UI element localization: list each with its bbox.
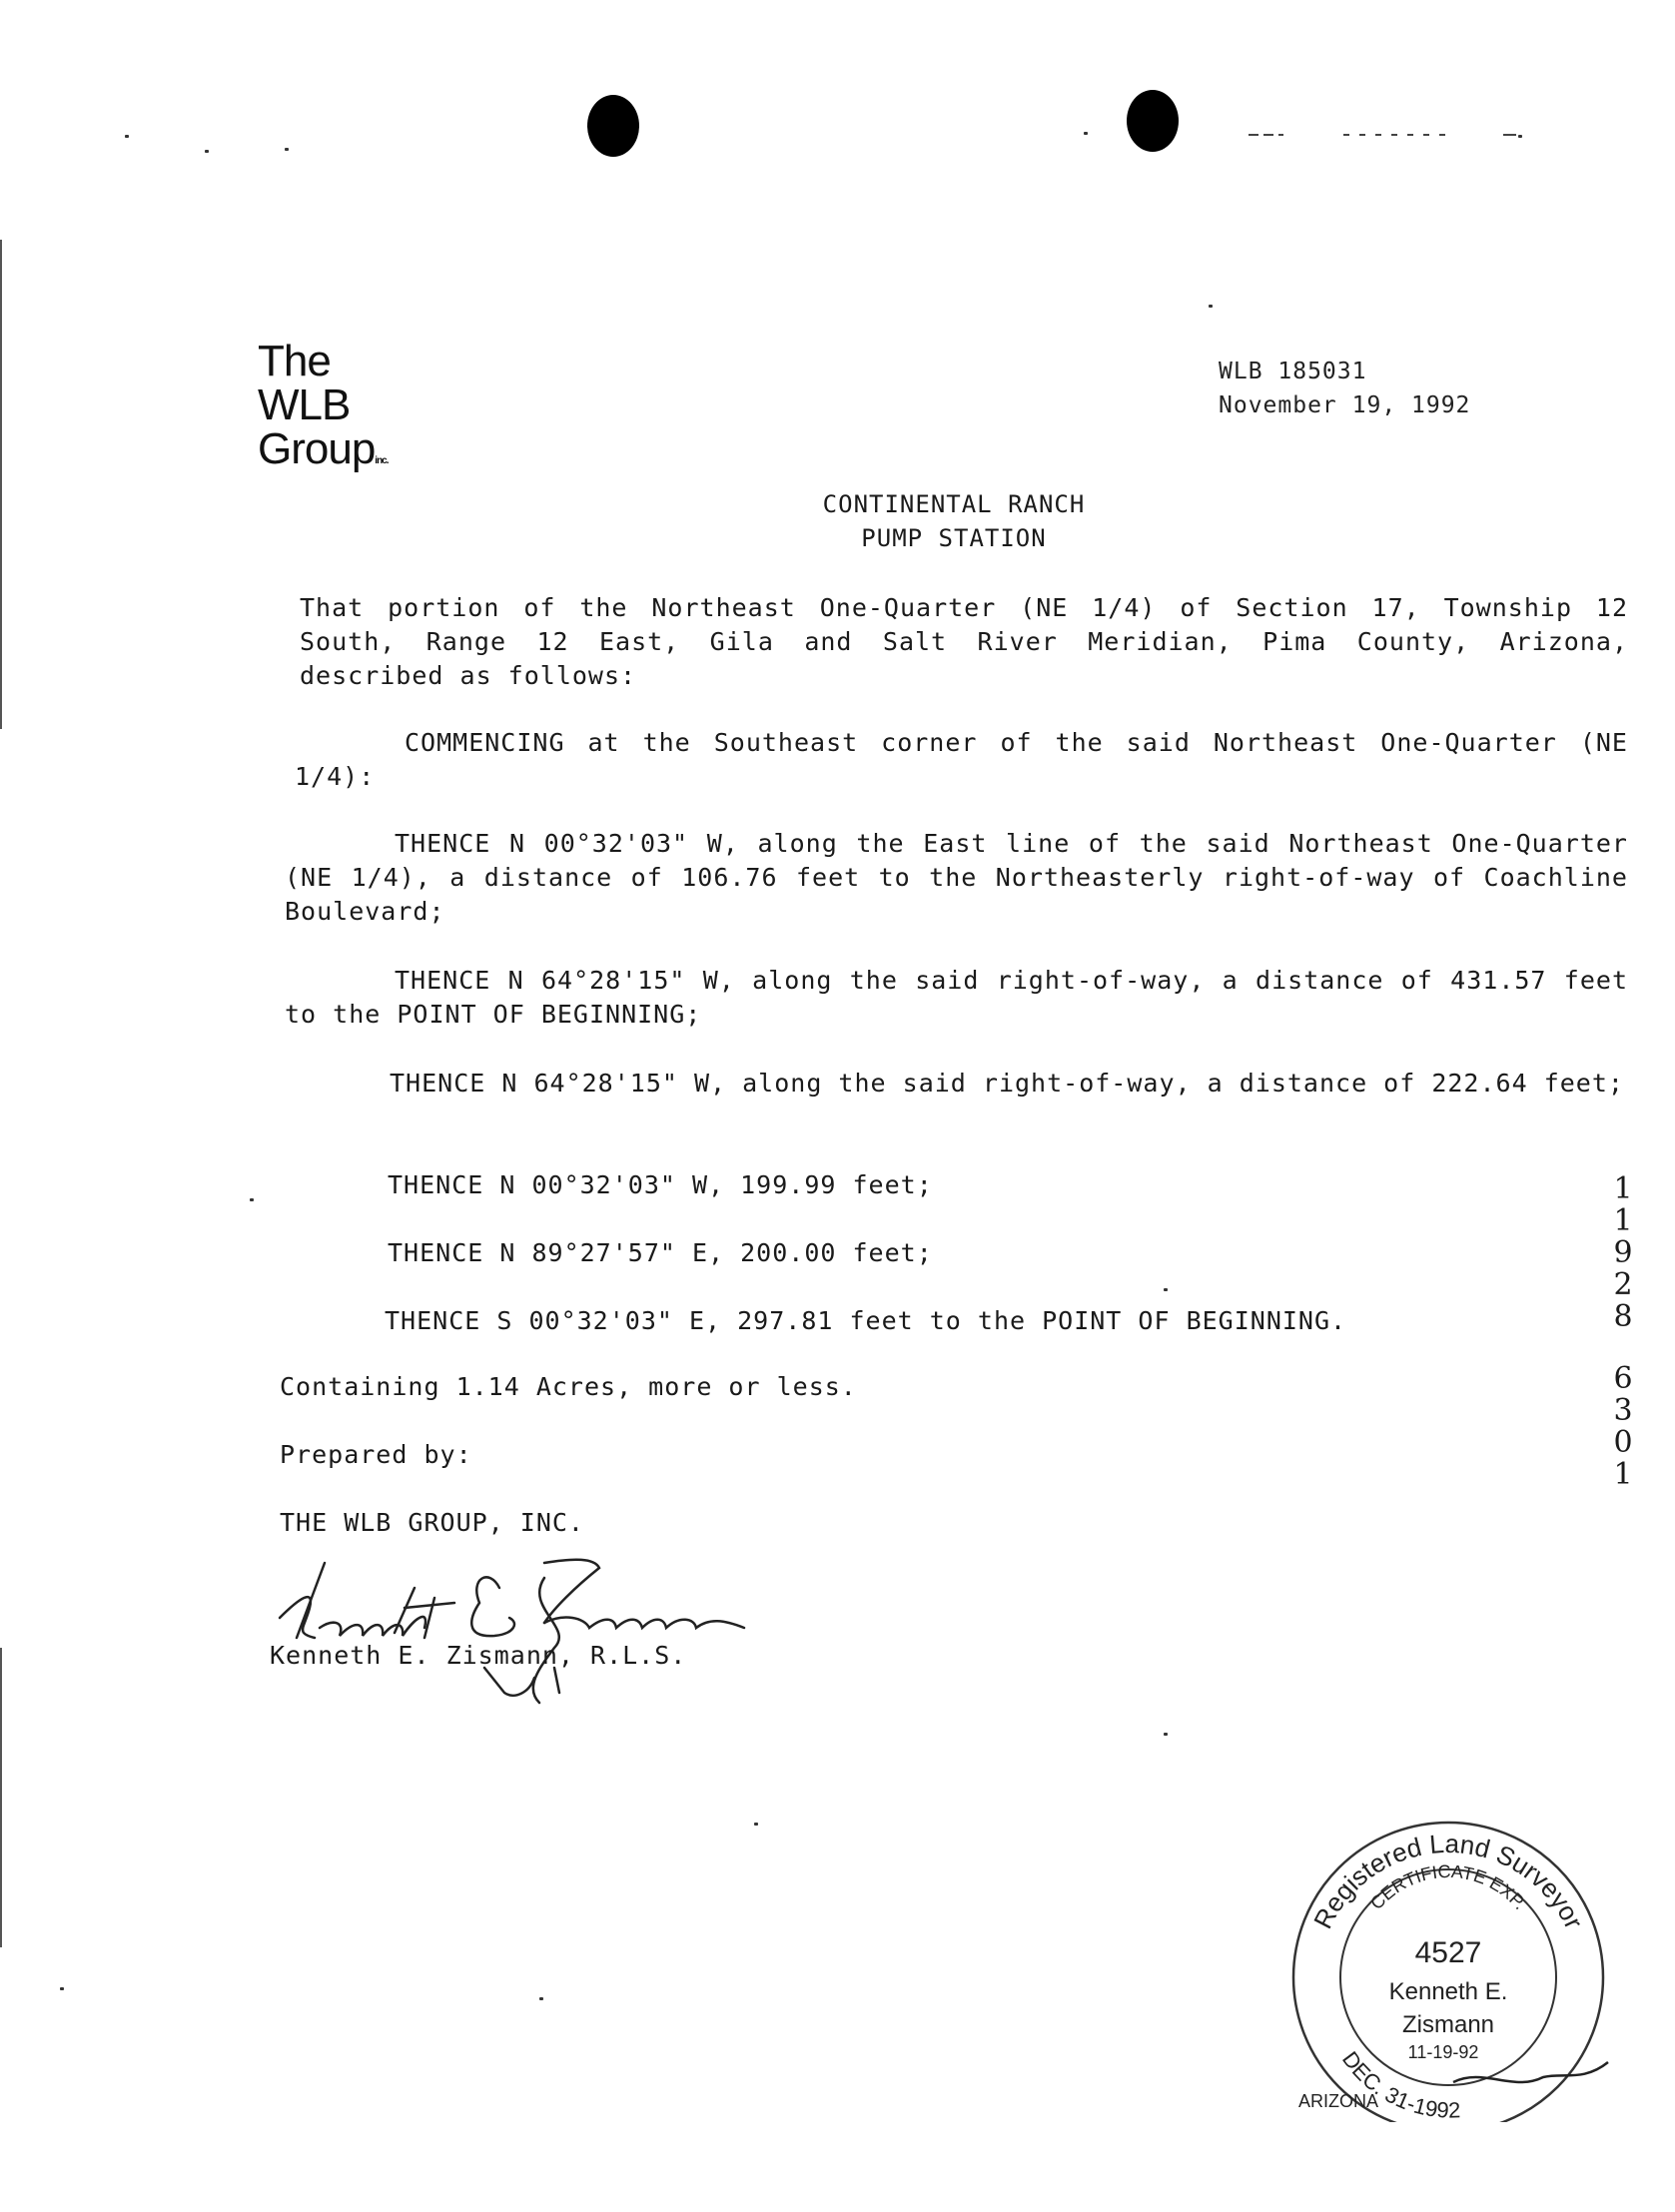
course-3-paragraph: THENCE N 64°28'15" W, along the said right-of-way, a distance of 222.64 feet; (390, 1069, 1624, 1098)
side-digit: 0 (1613, 1425, 1633, 1460)
document-reference (1219, 355, 1470, 422)
title-line-2: PUMP STATION (861, 524, 1047, 552)
side-digit: 8 (1613, 1299, 1633, 1334)
scan-speck (125, 135, 129, 138)
scan-edge-mark (0, 240, 2, 729)
scan-speck (285, 148, 289, 151)
side-digit: 1 (1613, 1457, 1633, 1492)
seal-state: ARIZONA (1298, 2091, 1379, 2111)
seal-expiry-and-state: DEC. 31-1992 (1336, 2046, 1461, 2122)
course-5-line: THENCE N 89°27'57" E, 200.00 feet; (388, 1238, 933, 1267)
seal-name-line-2: Zismann (1401, 2011, 1495, 2038)
document-date: November 19, 1992 (1219, 392, 1471, 418)
document-title (719, 487, 1189, 555)
seal-outer-text: Registered Land Surveyor (1307, 1828, 1590, 1934)
job-number: WLB 185031 (1219, 359, 1367, 384)
scan-speck (1164, 1288, 1168, 1291)
punch-hole-left (587, 95, 639, 157)
logo-line-the: The (258, 337, 331, 385)
signer-name: Kenneth E. Zismann, R.L.S. (270, 1641, 687, 1670)
side-digit: 6 (1613, 1361, 1633, 1396)
course-4-line: THENCE N 00°32'03" W, 199.99 feet; (388, 1170, 933, 1199)
logo-line-wlb: WLB (258, 380, 351, 429)
side-digit: 1 (1613, 1203, 1633, 1238)
title-line-1: CONTINENTAL RANCH (822, 490, 1086, 518)
seal-inner-text: CERTIFICATE EXP. (1366, 1860, 1531, 1914)
side-digit: 2 (1613, 1267, 1633, 1302)
seal-number: 4527 (1414, 1936, 1482, 1969)
side-recording-number (1608, 1173, 1638, 1491)
company-logo (258, 337, 389, 473)
company-name: THE WLB GROUP, INC. (280, 1508, 584, 1537)
scan-speck (1209, 305, 1213, 308)
seal-signature-stroke (1453, 2062, 1608, 2082)
scan-speck (1084, 132, 1088, 135)
seal-name-line-1: Kenneth E. (1388, 1978, 1508, 2005)
scan-speck (1164, 1733, 1168, 1736)
punch-hole-right (1127, 90, 1179, 152)
logo-suffix: inc. (375, 455, 389, 466)
course-6-line: THENCE S 00°32'03" E, 297.81 feet to the POINT OF BEGINNING. (385, 1306, 1347, 1335)
scan-speck (250, 1198, 254, 1201)
side-digit: 3 (1613, 1393, 1633, 1428)
commencing-paragraph: COMMENCING at the Southeast corner of the said Northeast One-Quarter (NE 1/4): (295, 728, 1628, 791)
header-dash-marks (1249, 125, 1528, 145)
scan-speck (754, 1823, 758, 1826)
handwritten-signature (255, 1528, 784, 1718)
scan-speck (60, 1987, 64, 1990)
course-1-paragraph: THENCE N 00°32'03" W, along the East line of the said Northeast One-Quarter (NE 1/4), a distance of 106.76 feet to the Northeasterly right-of-way of Coachline Boulevard; (285, 829, 1628, 926)
side-digit: 9 (1613, 1235, 1633, 1270)
side-digit: 1 (1613, 1171, 1633, 1206)
prepared-by-label: Prepared by: (280, 1440, 472, 1469)
scan-edge-mark (0, 1648, 2, 1947)
scan-speck (205, 150, 209, 153)
course-2-paragraph: THENCE N 64°28'15" W, along the said right-of-way, a distance of 431.57 feet to the POINT OF BEGINNING; (285, 966, 1628, 1029)
surveyor-seal (1263, 1793, 1633, 2122)
logo-line-group: Groupinc. (258, 424, 389, 473)
scan-speck (539, 1997, 543, 2000)
seal-signed-date: 11-19-92 (1407, 2042, 1479, 2062)
containing-line: Containing 1.14 Acres, more or less. (280, 1372, 857, 1401)
intro-paragraph: That portion of the Northeast One-Quarter (NE 1/4) of Section 17, Township 12 South, Range 12 East, Gila and Salt River Meridian, Pima County, Arizona, described as follows: (300, 593, 1628, 690)
